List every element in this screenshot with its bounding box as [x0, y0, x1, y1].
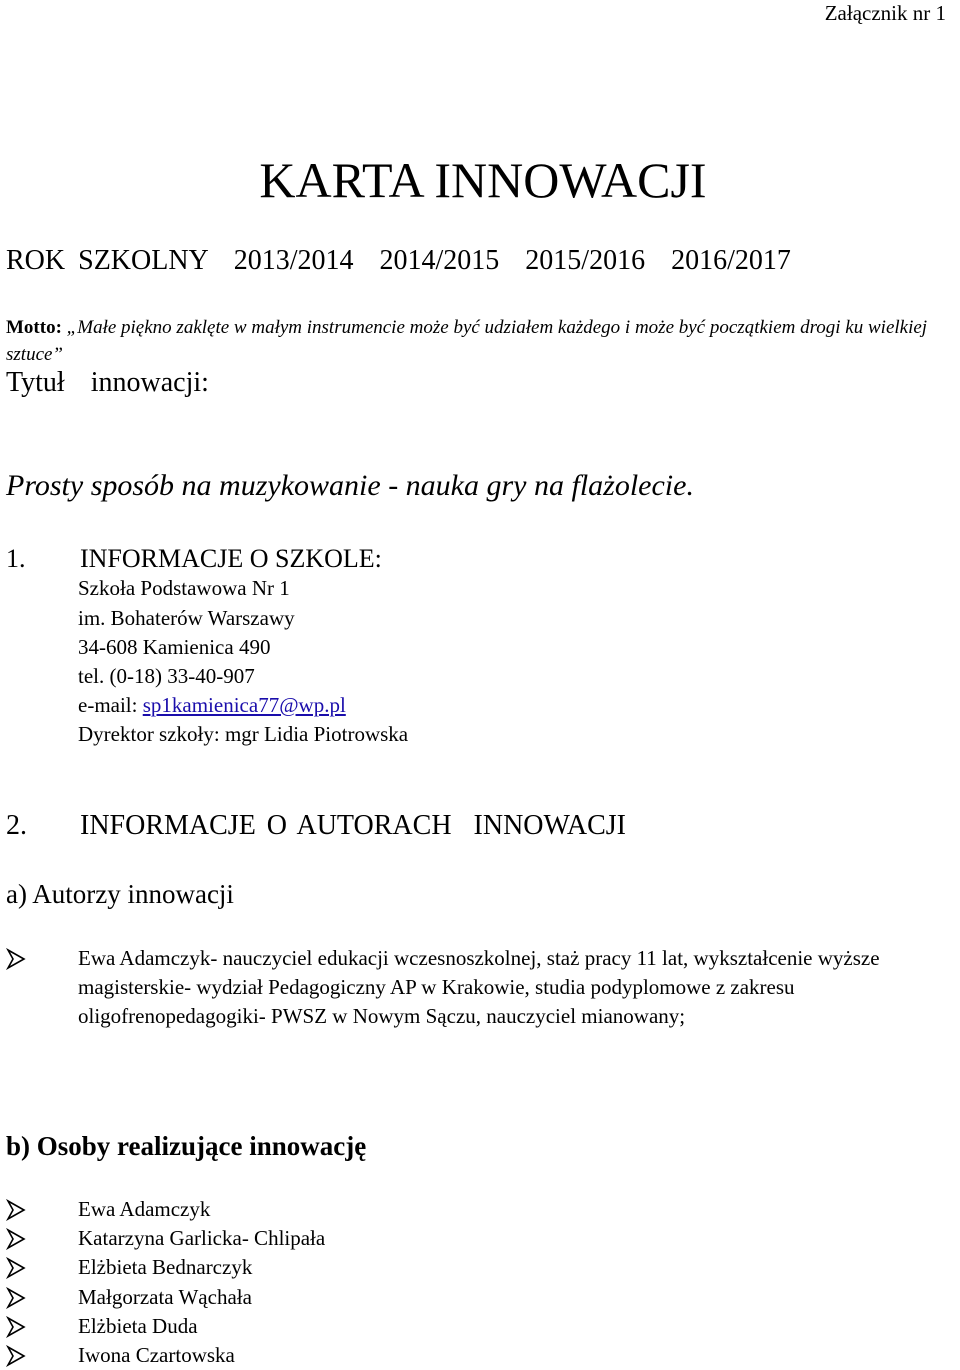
annex-label: Załącznik nr 1	[824, 1, 946, 25]
section-1-heading	[6, 542, 382, 576]
motto-label: Motto:	[6, 317, 62, 338]
section-2-heading	[6, 808, 626, 844]
implementer-name: Elżbieta Bednarczyk	[78, 1255, 253, 1280]
implementer-name: Iwona Czartowska	[78, 1342, 235, 1367]
arrowhead-bullet-icon	[6, 1287, 26, 1309]
implementer-name: Elżbieta Duda	[78, 1313, 198, 1338]
school-name: Szkoła Podstawowa Nr 1	[78, 576, 290, 600]
school-email-row	[78, 691, 346, 719]
school-phone: tel. (0-18) 33-40-907	[78, 664, 255, 688]
section-2-title: INFORMACJE O AUTORACH INNOWACJI	[80, 810, 626, 841]
implementers-heading: b) Osoby realizujące innowację	[6, 1131, 367, 1161]
list-item	[6, 1312, 325, 1341]
arrowhead-bullet-icon	[6, 1228, 26, 1250]
section-1-number: 1.	[6, 544, 26, 573]
innovation-title: Prosty sposób na muzykowanie - nauka gry na flażolecie.	[6, 469, 694, 502]
implementer-name: Małgorzata Wąchała	[78, 1284, 252, 1309]
email-link[interactable]: sp1kamienica77@wp.pl	[142, 693, 346, 717]
implementer-name: Katarzyna Garlicka- Chlipała	[78, 1226, 326, 1251]
motto-text: „Małe piękno zaklęte w małym instrumencie może być udziałem każdego i może być początkiem drogi ku wielkiej sztuce”	[6, 317, 928, 365]
school-address: 34-608 Kamienica 490	[78, 635, 271, 659]
school-director: Dyrektor szkoły: mgr Lidia Piotrowska	[78, 722, 409, 746]
section-2-number: 2.	[6, 810, 27, 841]
email-label: e-mail:	[78, 693, 143, 717]
authors-heading: a) Autorzy innowacji	[6, 879, 234, 909]
innovation-title-label: Tytuł innowacji:	[6, 367, 209, 398]
list-item	[6, 1224, 325, 1253]
arrowhead-bullet-icon	[6, 1257, 26, 1279]
school-year: ROK SZKOLNY 2013/2014 2014/2015 2015/2016 2016/2017	[6, 245, 791, 276]
authors-description: Ewa Adamczyk- nauczyciel edukacji wczesnoszkolnej, staż pracy 11 lat, wykształcenie wyższe magisterskie- wydział Pedagogiczny AP w Krakowie, studia podyplomowe z zakresu oligofrenopedagogiki- PWSZ w Nowym Sączu, nauczyciel mianowany;	[78, 946, 880, 1028]
list-item	[6, 1283, 325, 1312]
list-item	[6, 1253, 325, 1282]
arrowhead-bullet-icon	[6, 948, 26, 970]
list-item	[6, 1195, 325, 1224]
implementer-name: Ewa Adamczyk	[78, 1197, 211, 1221]
arrowhead-bullet-icon	[6, 1316, 26, 1338]
school-patron: im. Bohaterów Warszawy	[78, 606, 295, 630]
implementers-list	[6, 1195, 325, 1370]
motto	[6, 314, 954, 368]
arrowhead-bullet-icon	[6, 1345, 26, 1367]
list-item	[6, 1341, 325, 1370]
section-1-title: INFORMACJE O SZKOLE:	[80, 544, 382, 573]
document-title: KARTA INNOWACJI	[259, 152, 707, 208]
arrowhead-bullet-icon	[6, 1199, 26, 1221]
